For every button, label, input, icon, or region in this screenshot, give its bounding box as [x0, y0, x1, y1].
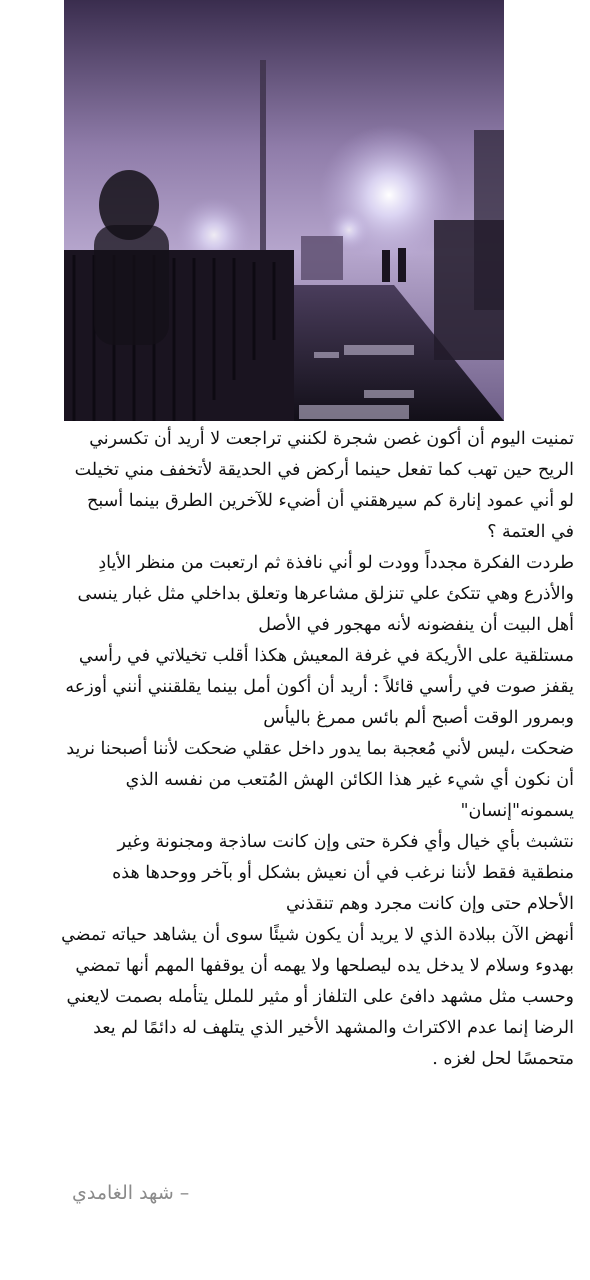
article-body [60, 424, 574, 1075]
lamp-post [260, 60, 266, 260]
distant-pedestrian [382, 250, 390, 282]
railing-right [434, 220, 504, 360]
foggy-street-night-illustration [64, 0, 504, 421]
paragraph: طردت الفكرة مجدداً وودت لو أني نافذة ثم ارتعبت من منظر الأيادِ والأذرع وهي تتكئ علي تنزلق مشاعرها وتعلق بداخلي مثل غبار ينسى أهل البيت أن ينفضونه لأنه مهجور في الأصل [77, 553, 574, 635]
paragraph: تمنيت اليوم أن أكون غصن شجرة لكنني تراجعت لا أريد أن تكسرني الريح حين تهب كما تفعل حينما أركض في الحديقة لأتخفف مني تخيلت لو أني عمود إنارة كم سيرهقني أن أضيء للآخرين الطرق بينما أسبح في العتمة ؟ [74, 429, 574, 542]
distant-building [301, 236, 343, 280]
distant-pedestrian [398, 248, 406, 282]
paragraph: أنهض الآن ببلادة الذي لا يريد أن يكون شيئًا سوى أن يشاهد حياته تمضي بهدوء وسلام لا يدخل يده ليصلحها ولا يهمه أن يوقفها المهم أنها تمضي وحسب مثل مشهد دافئ على التلفاز أو مثير للملل يتأمله بصمت لايعني الرضا إنما عدم الاكتراث والمشهد الأخير الذي يتلهف له دائمًا لم يعد متحمسًا لحل لغزه . [61, 925, 574, 1069]
header-photo [64, 0, 504, 421]
paragraph: نتشبث بأي خيال وأي فكرة حتى وإن كانت ساذجة ومجنونة وغير منطقية فقط لأننا نرغب في أن نعيش بشكل أو بآخر ووحدها هذه الأحلام حتى وإن كانت مجرد وهم تنقذني [112, 832, 574, 914]
blurred-figure-body [94, 225, 169, 345]
author-signature: – شهد الغامدي [72, 1182, 190, 1204]
paragraph: مستلقية على الأريكة في غرفة المعيش هكذا أقلب تخيلاتي في رأسي يقفز صوت في رأسي قائلاً : أريد أن أكون أمل بينما يقلقنني أنني أوزعه وبمرور الوقت أصبح ألم بائس ممرغ باليأس [65, 646, 574, 728]
paragraph: ضحكت ،ليس لأني مُعجبة بما يدور داخل عقلي ضحكت لأننا أصبحنا نريد أن نكون أي شيء غير هذا الكائن الهش المُتعب من نفسه الذي يسمونه"إنسان" [66, 739, 574, 821]
